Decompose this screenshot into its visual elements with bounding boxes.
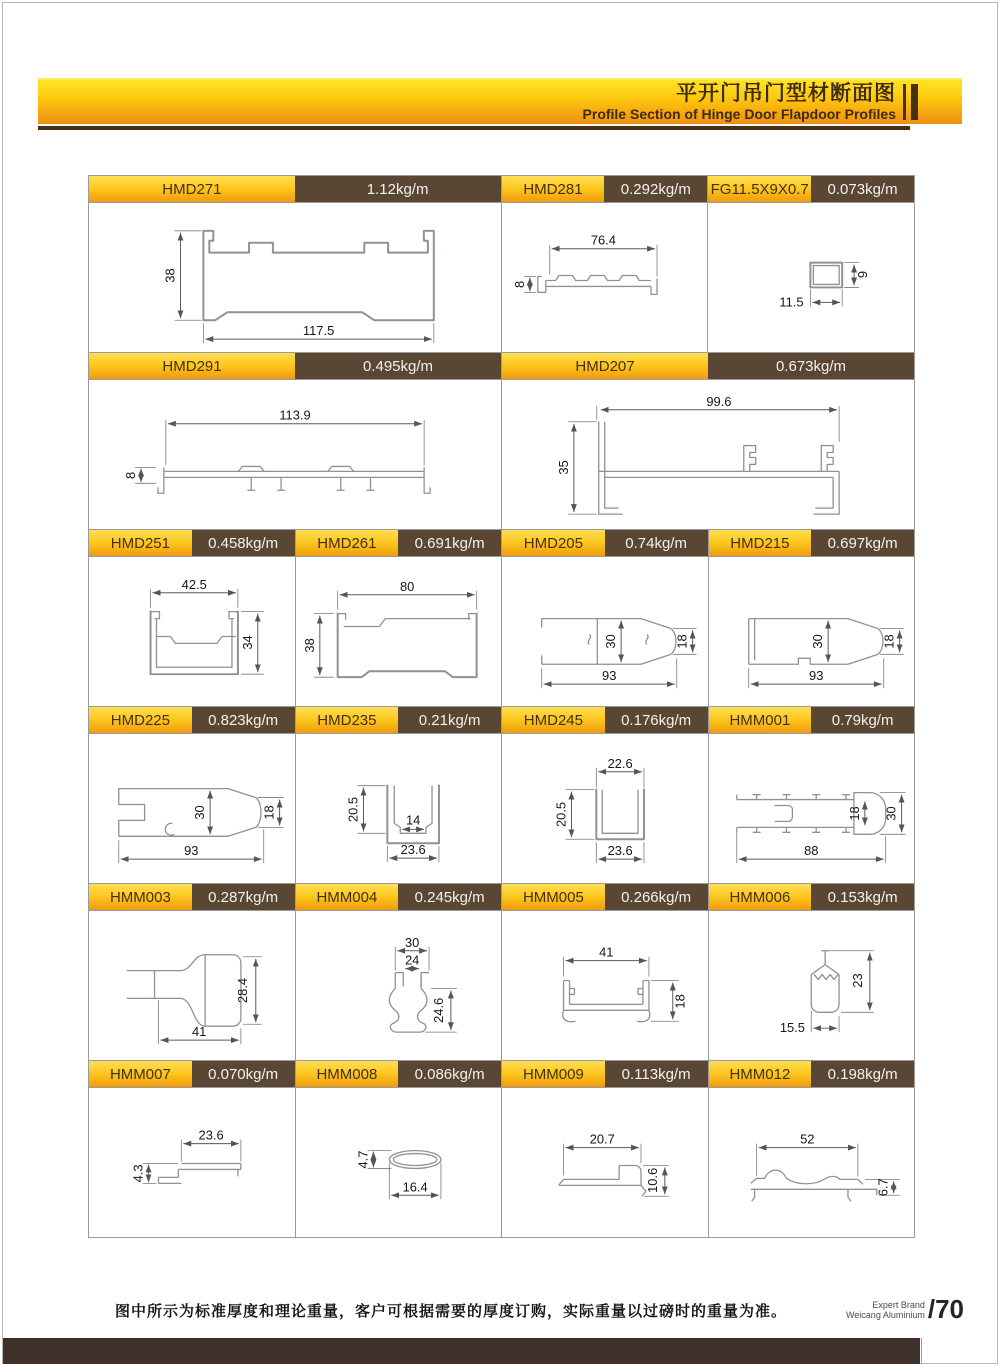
profile-header <box>709 1061 915 1087</box>
footer-bar-edge-line <box>921 1338 922 1364</box>
banner-accent-bar-thin <box>903 84 906 120</box>
profile-drawing-hmd215 <box>709 556 915 706</box>
section-drawing <box>89 203 501 352</box>
profile-id-badge: HMD251 <box>89 530 192 556</box>
table-row-3 <box>89 529 914 706</box>
dim-label: 93 <box>184 843 199 859</box>
profile-header <box>89 176 501 202</box>
profile-drawing-hmd225 <box>89 733 295 883</box>
profile-shape <box>151 612 238 675</box>
profile-id-badge: HMD281 <box>502 176 605 202</box>
profile-weight-badge: 0.79kg/m <box>811 707 914 733</box>
profile-header <box>502 1061 708 1087</box>
dim-label: 23 <box>849 973 865 988</box>
profile-id-badge: HMM012 <box>709 1061 812 1087</box>
table-row-5 <box>89 883 914 1060</box>
profile-cell-hmd251 <box>89 530 295 706</box>
dim-label: 30 <box>603 634 619 649</box>
profile-shape <box>736 793 885 835</box>
dim-label: 6.7 <box>875 1178 891 1197</box>
page-title-cn: 平开门吊门型材断面图 <box>676 82 896 105</box>
dim-label: 80 <box>399 578 414 594</box>
profile-drawing-hmd245 <box>502 733 708 883</box>
profile-header <box>502 707 708 733</box>
profile-weight-badge: 0.495kg/m <box>295 353 501 379</box>
dim-label: 23.6 <box>607 843 633 859</box>
profile-id-badge: HMD245 <box>502 707 605 733</box>
section-drawing <box>709 1088 915 1237</box>
profile-drawing-hmd291 <box>89 379 501 529</box>
dim-label: 30 <box>404 934 419 950</box>
profile-cell-hmm009 <box>501 1061 708 1237</box>
dim-label: 30 <box>192 805 208 820</box>
section-drawing <box>708 203 914 352</box>
profile-header <box>709 530 915 556</box>
profile-shape <box>389 1151 441 1169</box>
profile-shape <box>559 1165 646 1196</box>
profile-weight-badge: 0.287kg/m <box>192 884 295 910</box>
profile-id-badge: HMD291 <box>89 353 295 379</box>
profile-drawing-hmm005 <box>502 910 708 1060</box>
section-drawing <box>709 557 915 706</box>
profile-weight-badge: 0.176kg/m <box>605 707 708 733</box>
profile-drawing-hmd207 <box>502 379 914 529</box>
profile-shape <box>537 276 656 295</box>
profile-id-badge: HMM003 <box>89 884 192 910</box>
profile-shape <box>203 231 433 320</box>
profile-weight-badge: 0.21kg/m <box>398 707 501 733</box>
section-drawing <box>296 734 502 883</box>
profile-header <box>89 353 501 379</box>
dim-label: 24.6 <box>430 997 446 1023</box>
section-drawing <box>89 557 295 706</box>
profile-header <box>89 530 295 556</box>
brand-text <box>846 1300 925 1320</box>
dim-label: 41 <box>599 944 614 960</box>
profile-header <box>89 1061 295 1087</box>
section-drawing <box>296 557 502 706</box>
section-drawing <box>502 1088 708 1237</box>
page-title-block <box>583 82 896 122</box>
dim-label: 113.9 <box>279 407 311 423</box>
dim-label: 30 <box>809 634 825 649</box>
table-row-2 <box>89 352 914 529</box>
footer-bar <box>3 1338 920 1364</box>
dim-label: 20.7 <box>589 1131 615 1147</box>
profile-cell-hmd225 <box>89 707 295 883</box>
section-drawing <box>89 1088 295 1237</box>
profile-drawing-hmm001 <box>709 733 915 883</box>
profile-weight-badge: 0.292kg/m <box>604 176 707 202</box>
dim-label: 30 <box>883 806 899 821</box>
profile-header <box>708 176 914 202</box>
profile-id-badge: HMD215 <box>709 530 812 556</box>
dim-label: 23.6 <box>400 842 426 858</box>
dim-label: 18 <box>881 634 897 649</box>
section-drawing <box>502 734 708 883</box>
dimensions <box>158 957 261 1044</box>
profile-cell-hmd207 <box>501 353 914 529</box>
page-header-banner <box>38 78 962 124</box>
dimensions <box>564 1132 669 1197</box>
dim-label: 14 <box>405 812 420 828</box>
profile-drawing-hmm003 <box>89 910 295 1060</box>
profile-shape <box>599 422 839 514</box>
dim-label: 93 <box>602 668 617 684</box>
dim-label: 41 <box>192 1024 207 1040</box>
dim-label: 35 <box>555 460 571 475</box>
profile-weight-badge: 0.198kg/m <box>811 1061 914 1087</box>
page-number: /70 <box>927 1294 964 1324</box>
section-drawing <box>89 734 295 883</box>
table-row-6 <box>89 1060 914 1237</box>
profile-drawing-hmm012 <box>709 1087 915 1237</box>
profile-header <box>502 884 708 910</box>
profile-id-badge: HMD235 <box>296 707 399 733</box>
section-drawing <box>502 911 708 1060</box>
dim-label: 28.4 <box>234 977 250 1004</box>
dimensions <box>511 233 656 293</box>
profile-weight-badge: 0.086kg/m <box>398 1061 501 1087</box>
dim-label: 18 <box>261 805 277 820</box>
section-drawing <box>296 911 502 1060</box>
profile-drawing-hmd251 <box>89 556 295 706</box>
dim-label: 23.6 <box>198 1127 224 1143</box>
dim-label: 38 <box>162 268 178 283</box>
dim-label: 20.5 <box>553 801 569 828</box>
dim-label: 117.5 <box>302 323 335 339</box>
profile-table <box>88 175 915 1238</box>
profile-header <box>709 707 915 733</box>
profile-weight-badge: 0.691kg/m <box>398 530 501 556</box>
dim-label: 18 <box>672 994 688 1009</box>
profile-drawing-hmd235 <box>296 733 502 883</box>
page-title-en: Profile Section of Hinge Door Flapdoor Profiles <box>582 106 896 122</box>
dimensions <box>151 577 264 674</box>
profile-shape <box>158 1163 240 1183</box>
dim-label: 18 <box>674 634 690 649</box>
section-drawing <box>502 203 708 352</box>
dim-label: 4.7 <box>354 1150 370 1169</box>
profile-id-badge: HMM008 <box>296 1061 399 1087</box>
profile-shape <box>158 466 430 493</box>
section-drawing <box>296 1088 502 1237</box>
dim-label: 76.4 <box>590 232 616 248</box>
profile-id-badge: HMD261 <box>296 530 399 556</box>
profile-cell-hmd205 <box>501 530 708 706</box>
dim-label: 88 <box>803 843 818 859</box>
table-row-4 <box>89 706 914 883</box>
dimensions <box>779 951 873 1035</box>
dimensions <box>395 935 457 1032</box>
profile-cell-hmm008 <box>295 1061 502 1237</box>
profile-id-badge: HMM009 <box>502 1061 605 1087</box>
profile-header <box>296 1061 502 1087</box>
dim-label: 4.3 <box>130 1164 146 1183</box>
dimensions <box>355 1151 440 1200</box>
profile-weight-badge: 0.697kg/m <box>811 530 914 556</box>
profile-cell-hmm001 <box>708 707 915 883</box>
profile-shape <box>811 951 839 1013</box>
profile-id-badge: HMM004 <box>296 884 399 910</box>
profile-weight-badge: 0.070kg/m <box>192 1061 295 1087</box>
dim-label: 22.6 <box>607 755 633 771</box>
dimensions <box>756 1132 899 1197</box>
profile-header <box>709 884 915 910</box>
profile-cell-hmm012 <box>708 1061 915 1237</box>
profile-weight-badge: 0.266kg/m <box>605 884 708 910</box>
profile-header <box>296 707 502 733</box>
profile-drawing-hmm006 <box>709 910 915 1060</box>
table-row-1 <box>89 176 914 352</box>
profile-header <box>502 353 914 379</box>
profile-cell-hmd271 <box>89 176 501 352</box>
dim-label: 10.6 <box>644 1167 660 1193</box>
profile-cell-hmd235 <box>295 707 502 883</box>
section-drawing <box>502 380 914 529</box>
dim-label: 11.5 <box>779 294 804 310</box>
profile-cell-hmd261 <box>295 530 502 706</box>
profile-drawing-hmd281 <box>502 202 708 352</box>
profile-header <box>502 176 708 202</box>
profile-cell-hmm006 <box>708 884 915 1060</box>
dimensions <box>345 786 438 862</box>
dim-label: 15.5 <box>779 1020 805 1036</box>
profile-cell-hmd291 <box>89 353 501 529</box>
dim-label: 99.6 <box>706 393 732 409</box>
profile-cell-hmm005 <box>501 884 708 1060</box>
profile-cell-hmd215 <box>708 530 915 706</box>
dim-label: 18 <box>846 806 862 821</box>
dim-label: 24 <box>404 952 419 968</box>
profile-cell-hmm007 <box>89 1061 295 1237</box>
profile-cell-hmd281 <box>501 176 708 352</box>
profile-id-badge: HMM006 <box>709 884 812 910</box>
dim-label: 93 <box>808 668 823 684</box>
profile-cell-hmm003 <box>89 884 295 1060</box>
profile-header <box>89 707 295 733</box>
profile-header <box>502 530 708 556</box>
section-drawing <box>89 380 501 529</box>
banner-accent-bar-thick <box>911 84 918 120</box>
profile-id-badge: FG11.5X9X0.7 <box>708 176 811 202</box>
profile-weight-badge: 0.153kg/m <box>811 884 914 910</box>
profile-id-badge: HMD225 <box>89 707 192 733</box>
profile-drawing-hmm007 <box>89 1087 295 1237</box>
profile-header <box>89 884 295 910</box>
footer-note: 图中所示为标准厚度和理论重量，客户可根据需要的厚度订购，实际重量以过磅时的重量为准。 <box>115 1303 788 1320</box>
dim-label: 8 <box>511 280 527 289</box>
profile-cell-fg <box>707 176 914 352</box>
profile-id-badge: HMD271 <box>89 176 295 202</box>
dimensions <box>780 263 871 310</box>
dimensions <box>131 1128 241 1184</box>
brand-block <box>846 1294 964 1325</box>
profile-weight-badge: 0.113kg/m <box>605 1061 708 1087</box>
profile-shape <box>337 614 476 678</box>
profile-weight-badge: 0.823kg/m <box>192 707 295 733</box>
section-drawing <box>709 911 915 1060</box>
dim-label: 8 <box>123 471 139 479</box>
profile-weight-badge: 0.673kg/m <box>708 353 914 379</box>
brand-line-2: Weicang Aluminium <box>845 1309 925 1320</box>
profile-drawing-hmd261 <box>296 556 502 706</box>
profile-shape <box>596 790 644 840</box>
dim-label: 16.4 <box>402 1179 428 1195</box>
section-drawing <box>709 734 915 883</box>
dim-label: 9 <box>855 270 871 279</box>
dim-label: 20.5 <box>345 796 361 823</box>
dimensions <box>301 579 476 677</box>
profile-shape <box>119 789 261 837</box>
section-drawing <box>89 911 295 1060</box>
dim-label: 52 <box>799 1131 814 1147</box>
dimensions <box>554 756 644 863</box>
profile-shape <box>389 973 429 1033</box>
profile-drawing-hmm004 <box>296 910 502 1060</box>
profile-id-badge: HMM001 <box>709 707 812 733</box>
profile-drawing-hmd271 <box>89 202 501 352</box>
profile-drawing-hmd205 <box>502 556 708 706</box>
profile-drawing-hmm008 <box>296 1087 502 1237</box>
profile-weight-badge: 0.458kg/m <box>192 530 295 556</box>
profile-id-badge: HMD205 <box>502 530 605 556</box>
profile-weight-badge: 0.74kg/m <box>605 530 708 556</box>
banner-underline <box>38 126 910 130</box>
profile-shape <box>811 263 843 288</box>
profile-drawing-hmm009 <box>502 1087 708 1237</box>
profile-weight-badge: 0.073kg/m <box>811 176 914 202</box>
dim-label: 34 <box>239 635 255 650</box>
profile-header <box>296 530 502 556</box>
profile-cell-hmm004 <box>295 884 502 1060</box>
dim-label: 38 <box>301 638 317 653</box>
profile-id-badge: HMM007 <box>89 1061 192 1087</box>
section-drawing <box>502 557 708 706</box>
dim-label: 42.5 <box>181 576 207 592</box>
profile-weight-badge: 1.12kg/m <box>295 176 501 202</box>
profile-shape <box>563 981 650 1022</box>
profile-shape <box>127 955 241 1026</box>
profile-id-badge: HMD207 <box>502 353 708 379</box>
profile-header <box>296 884 502 910</box>
profile-weight-badge: 0.245kg/m <box>398 884 501 910</box>
profile-id-badge: HMM005 <box>502 884 605 910</box>
brand-line-1: Expert Brand <box>872 1299 925 1310</box>
profile-drawing-fg <box>708 202 914 352</box>
profile-cell-hmd245 <box>501 707 708 883</box>
